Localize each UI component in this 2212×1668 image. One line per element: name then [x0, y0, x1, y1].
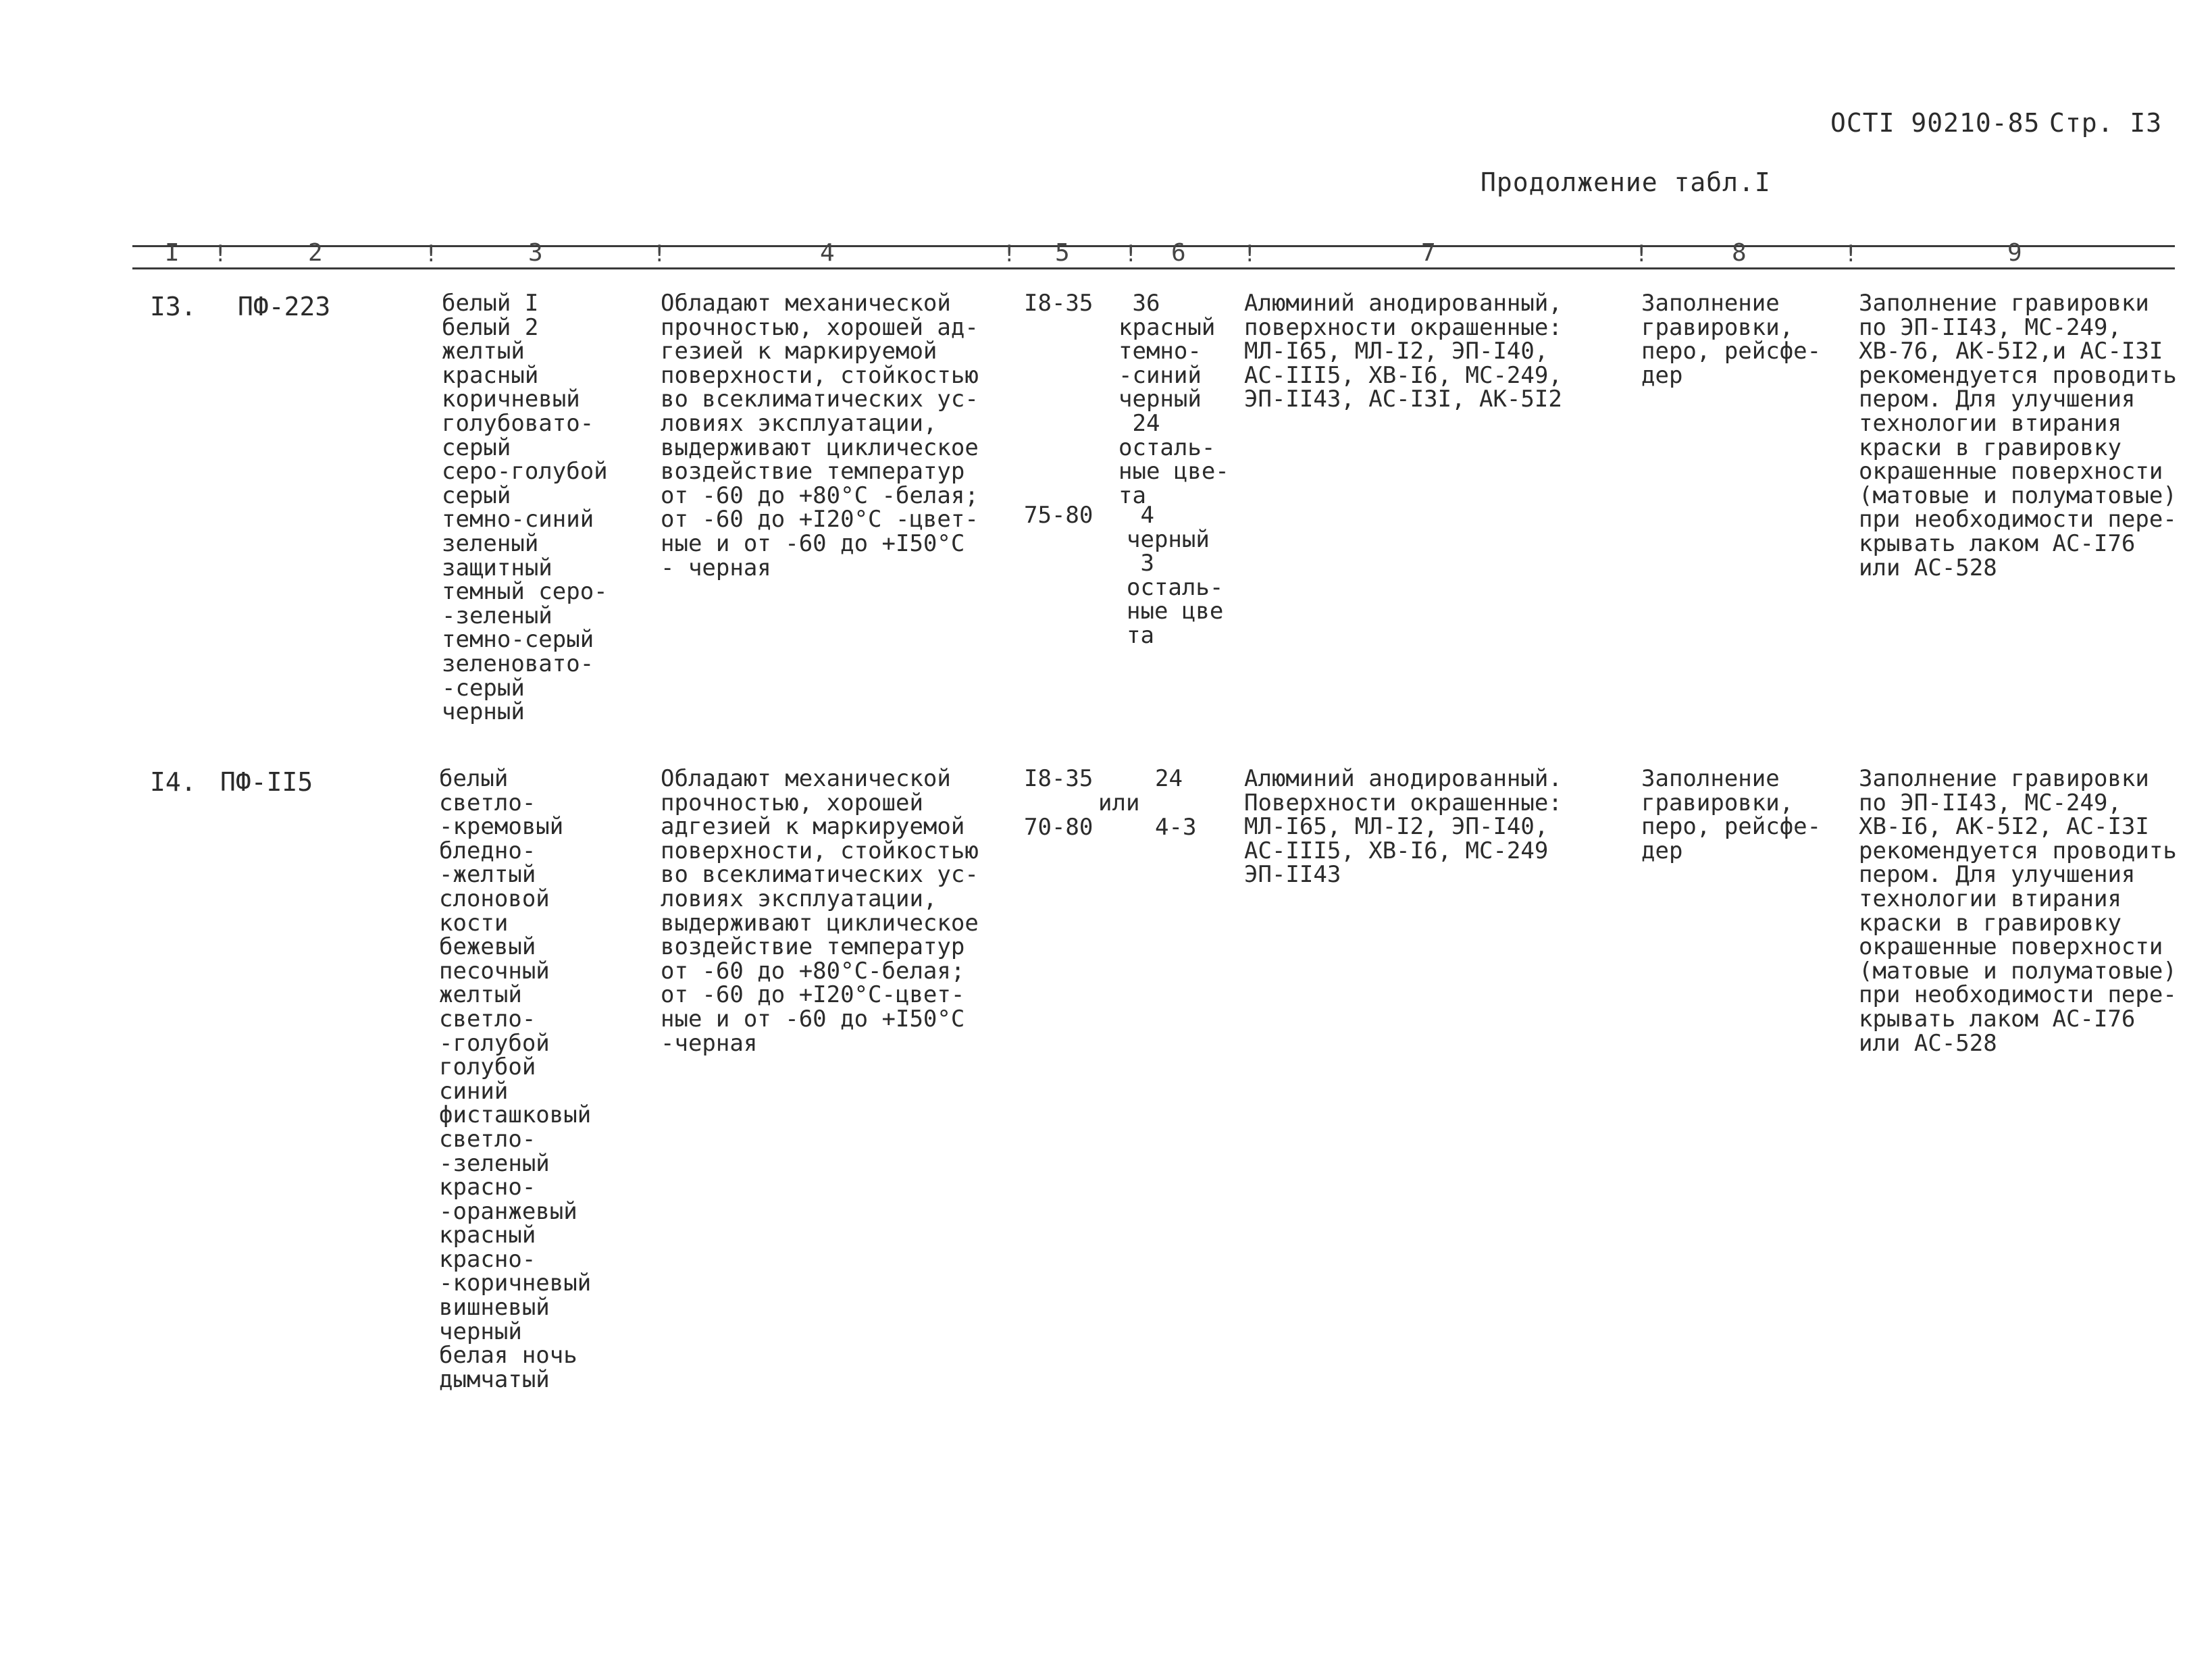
- value-col6: 4 черный 3 осталь- ные цве та: [1127, 502, 1224, 649]
- notes-text: Заполнение гравировки по ЭП-II43, МС-249, ХВ-I6, АК-5I2, АС-I3I рекомендуется проводить пером. Для улучшения технологии втирания краски в гравировку окрашенные поверхности (матовые и полуматовые) при необходимости пере- крывать лаком АС-I76 или АС-528: [1859, 765, 2177, 1057]
- table-continuation-label: Продолжение табл.I: [1481, 167, 1771, 197]
- value-col6: 4-3: [1155, 814, 1197, 841]
- column-separator: !: [1243, 240, 1257, 267]
- column-number-4: 4: [820, 239, 835, 267]
- color-list: белый I белый 2 желтый красный коричневый голубовато- серый серо-голубой серый темно-синий зеленый защитный темный серо- -зеленый темно-серый зеленовато- -серый черный: [442, 290, 608, 726]
- properties-text: Обладают механической прочностью, хорошей адгезией к маркируемой поверхности, стойкостью во всеклиматических ус- ловиях эксплуатации, выдерживают циклическое воздействие температур от -60 до +80°С-белая; от -60 до +I20°С-цвет- ные и от -60 до +I50°С -черная: [661, 765, 979, 1057]
- notes-text: Заполнение гравировки по ЭП-II43, МС-249, ХВ-76, АК-5I2,и АС-I3I рекомендуется проводить пером. Для улучшения технологии втирания краски в гравировку окрашенные поверхности (матовые и полуматовые) при необходимости пере- крывать лаком АС-I76 или АС-528: [1859, 290, 2177, 581]
- value-col5-or: или: [1098, 789, 1140, 816]
- column-number-9: 9: [2007, 239, 2022, 267]
- surfaces-text: Алюминий анодированный. Поверхности окрашенные: МЛ-I65, МЛ-I2, ЭП-I40, АС-III5, ХВ-I6, МС-249 ЭП-II43: [1244, 765, 1562, 889]
- application-method: Заполнение гравировки, перо, рейсфе- дер: [1641, 765, 1822, 864]
- application-method: Заполнение гравировки, перо, рейсфе- дер: [1641, 290, 1822, 389]
- column-separator: !: [1002, 240, 1017, 267]
- column-separator: !: [1635, 240, 1649, 267]
- properties-text: Обладают механической прочностью, хорошей ад- гезией к маркируемой поверхности, стойкостью во всеклиматических ус- ловиях эксплуатации, выдерживают циклическое воздействие температур от -60 до +80°С -белая; от -60 до +I20°С -цвет- ные и от -60 до +I50°С - черная: [661, 290, 979, 581]
- column-separator: !: [424, 240, 438, 267]
- column-number-8: 8: [1732, 239, 1747, 267]
- paint-brand: ПФ-II5: [220, 767, 313, 797]
- value-col5: 70-80: [1024, 814, 1094, 841]
- column-number-2: 2: [308, 239, 323, 267]
- value-col6: 36 красный темно- -синий черный 24 осталь- ные цве- та: [1118, 290, 1229, 509]
- paint-brand: ПФ-223: [238, 292, 331, 321]
- column-number-5: 5: [1055, 239, 1070, 267]
- value-col5: 75-80: [1024, 502, 1094, 529]
- value-col5: I8-35: [1024, 290, 1094, 317]
- value-col6: 24: [1155, 765, 1183, 792]
- table-header-rule: [132, 267, 2175, 269]
- document-code: ОСТI 90210-85: [1830, 108, 2040, 138]
- row-number: I4.: [150, 767, 197, 797]
- row-number: I3.: [150, 292, 197, 321]
- column-number-7: 7: [1421, 239, 1436, 267]
- column-separator: !: [1124, 240, 1138, 267]
- page-number: Стр. I3: [2049, 108, 2163, 138]
- value-col5: I8-35: [1024, 765, 1094, 792]
- column-separator: !: [1844, 240, 1858, 267]
- color-list: белый светло- -кремовый бледно- -желтый слоновой кости бежевый песочный желтый светло- -голубой голубой синий фисташковый светло- -зеленый красно- -оранжевый красный красно- -коричневый вишневый черный белая ночь дымчатый: [439, 765, 592, 1393]
- column-number-1: I: [165, 239, 180, 267]
- surfaces-text: Алюминий анодированный, поверхности окрашенные: МЛ-I65, МЛ-I2, ЭП-I40, АС-III5, ХВ-I6, МС-249, ЭП-II43, АС-I3I, АК-5I2: [1244, 290, 1562, 413]
- column-number-3: 3: [528, 239, 543, 267]
- column-number-6: 6: [1171, 239, 1186, 267]
- column-separator: !: [652, 240, 667, 267]
- column-separator: !: [213, 240, 228, 267]
- table-top-rule: [132, 245, 2175, 247]
